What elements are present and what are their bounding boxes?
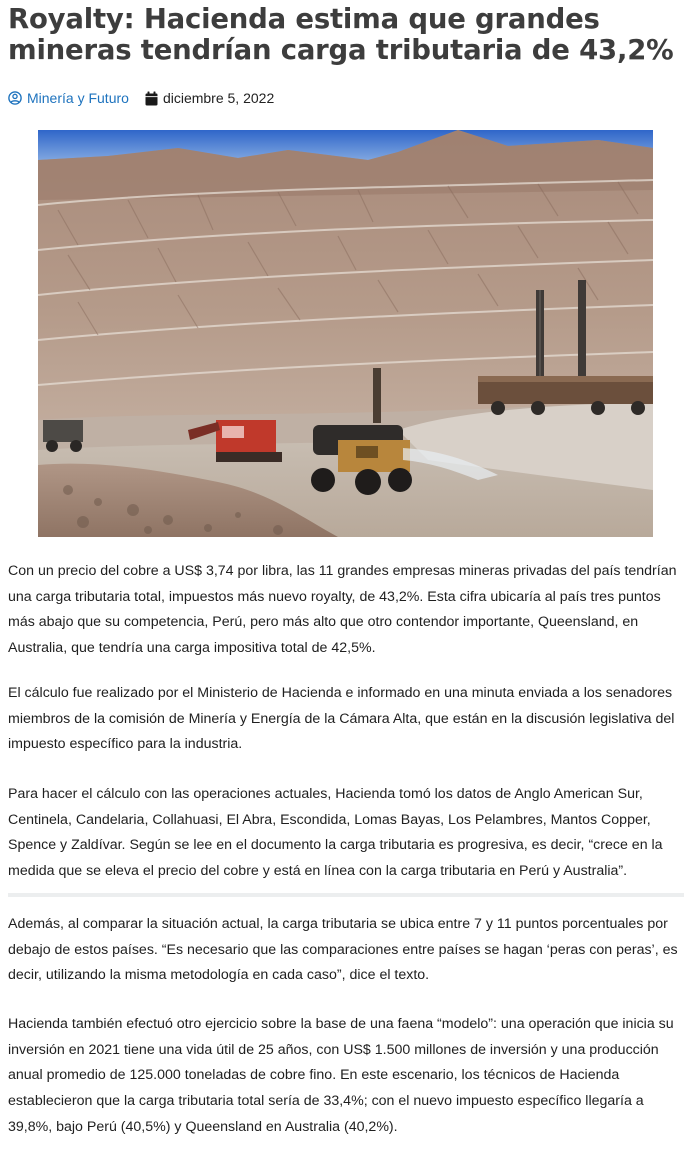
article-paragraph: Con un precio del cobre a US$ 3,74 por libra, las 11 grandes empresas mineras privadas del país tendrían una carga tributaria total, impuestos más nuevo royalty, de 43,2%. Esta cifra ubicaría al país tres puntos más abajo que su competencia, Perú, pero más alto que otro contendor importante, Queensland, en Australia, que tendría una carga impositiva total de 42,5%. <box>8 563 677 657</box>
article-meta <box>8 88 274 108</box>
author-link[interactable] <box>8 90 129 106</box>
author-name: Minería y Futuro <box>27 90 129 106</box>
calendar-icon <box>145 91 158 106</box>
user-circle-icon <box>8 91 22 105</box>
article-paragraph: Para hacer el cálculo con las operaciones actuales, Hacienda tomó los datos de Anglo American Sur, Centinela, Candelaria, Collahuasi, El Abra, Escondida, Lomas Bayas, Los Pelambres, Mantos Copper, Spence y Zaldívar. Según se lee en el documento la carga tributaria es progresiva, es decir, “crece en la medida que se eleva el precio del cobre y está en línea con la carga tributaria en Perú y Australia”. <box>8 786 663 880</box>
section-divider <box>8 893 684 897</box>
article-paragraph: Además, al comparar la situación actual, la carga tributaria se ubica entre 7 y 11 puntos porcentuales por debajo de estos países. “Es necesario que las comparaciones entre países se hagan ‘peras con peras’, es decir, utilizando la misma metodología en cada caso”, dice el texto. <box>8 916 678 984</box>
article-title: Royalty: Hacienda estima que grandes mineras tendrían carga tributaria de 43,2% <box>8 3 674 66</box>
featured-image-mine <box>38 130 653 537</box>
article-paragraph: Hacienda también efectuó otro ejercicio sobre la base de una faena “modelo”: una operación que inicia su inversión en 2021 tiene una vida útil de 25 años, con US$ 1.500 millones de inversión y una producción anual promedio de 125.000 toneladas de cobre fino. En este escenario, los técnicos de Hacienda establecieron que la carga tributaria total sería de 33,4%; con el nuevo impuesto específico llegaría a 39,8%, bajo Perú (40,5%) y Queensland en Australia (40,2%). <box>8 1016 674 1135</box>
publish-date <box>145 90 274 106</box>
article-paragraph: El cálculo fue realizado por el Ministerio de Hacienda e informado en una minuta enviada a los senadores miembros de la comisión de Minería y Energía de la Cámara Alta, que están en la discusión legislativa del impuesto específico para la industria. <box>8 685 675 753</box>
publish-date-text: diciembre 5, 2022 <box>162 90 275 106</box>
